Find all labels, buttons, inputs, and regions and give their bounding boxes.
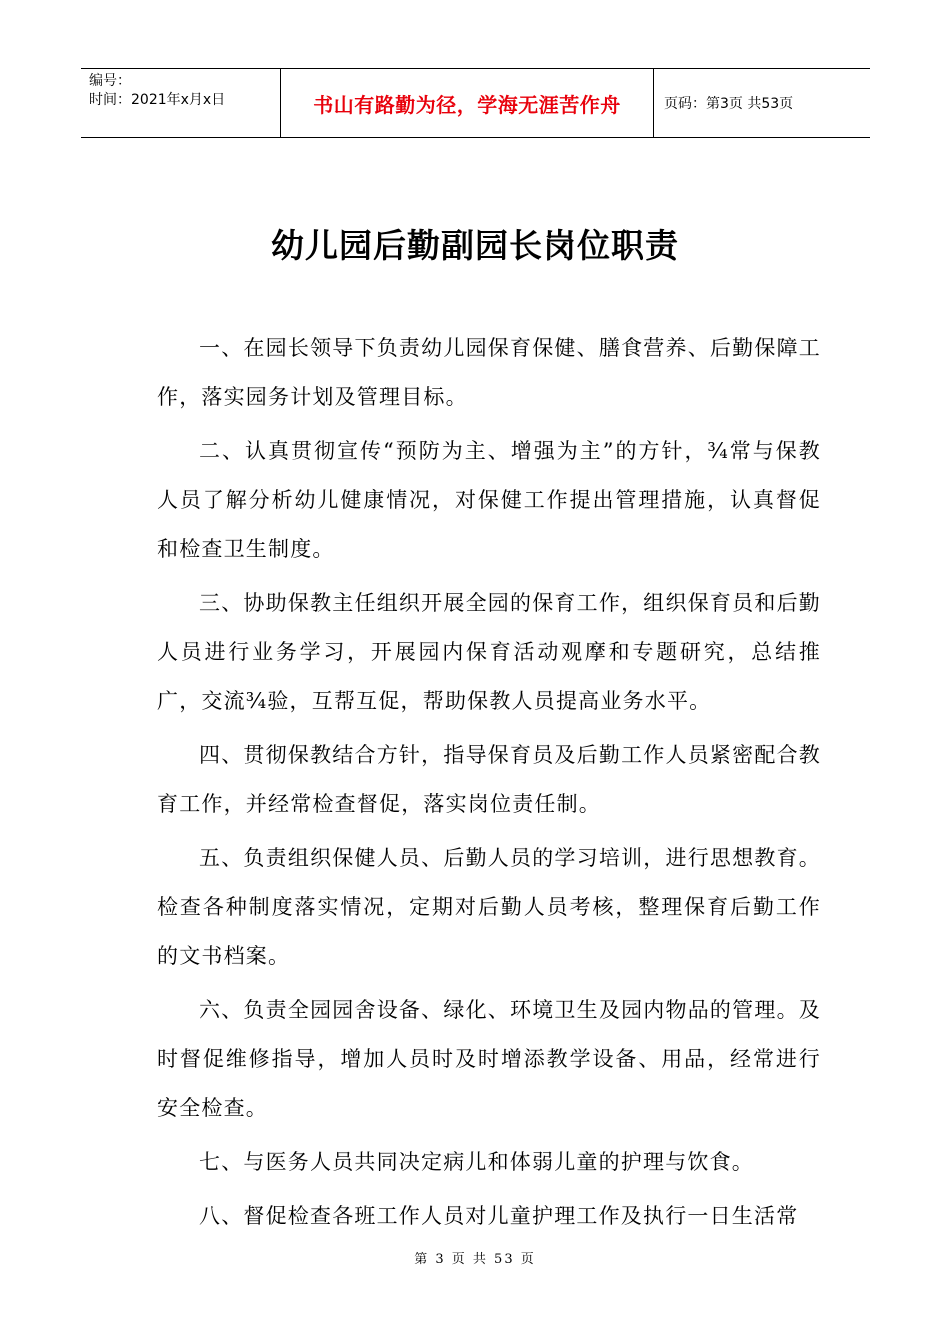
paragraph: 一、在园长领导下负责幼儿园保育保健、膳食营养、后勤保障工作，落实园务计划及管理目标。 (157, 336, 821, 409)
paragraph: 八、督促检查各班工作人员对儿童护理工作及执行一日生活常 (199, 1204, 799, 1228)
header-meta-cell (81, 69, 281, 137)
paragraph: 五、负责组织保健人员、后勤人员的学习培训，进行思想教育。检查各种制度落实情况，定期对后勤人员考核，整理保育后勤工作的文书档案。 (157, 846, 821, 968)
number-label: 编号： (89, 73, 131, 89)
paragraph: 二、认真贯彻宣传“预防为主、增强为主”的方针，¾常与保教人员了解分析幼儿健康情况，对保健工作提出管理措施，认真督促和检查卫生制度。 (157, 439, 821, 561)
paragraph: 六、负责全园园舍设备、绿化、环境卫生及园内物品的管理。及时督促维修指导，增加人员时及时增添教学设备、用品，经常进行安全检查。 (157, 998, 821, 1120)
header-table (81, 68, 870, 138)
paragraph: 四、贯彻保教结合方针，指导保育员及后勤工作人员紧密配合教育工作，并经常检查督促，落实岗位责任制。 (157, 743, 821, 816)
header-page-info: 页码：第3页 共53页 (664, 96, 794, 112)
page-footer: 第 3 页 共 53 页 (414, 1252, 536, 1267)
header-motto: 书山有路勤为径，学海无涯苦作舟 (281, 69, 654, 137)
paragraph: 七、与医务人员共同决定病儿和体弱儿童的护理与饮食。 (199, 1150, 754, 1174)
document-title: 幼儿园后勤副园长岗位职责 (271, 226, 679, 265)
date-label: 时间：2021年x月x日 (89, 92, 226, 108)
document-body (157, 324, 821, 1246)
paragraph: 三、协助保教主任组织开展全园的保育工作，组织保育员和后勤人员进行业务学习，开展园内保育活动观摩和专题研究，总结推广，交流¾验，互帮互促，帮助保教人员提高业务水平。 (157, 591, 821, 713)
